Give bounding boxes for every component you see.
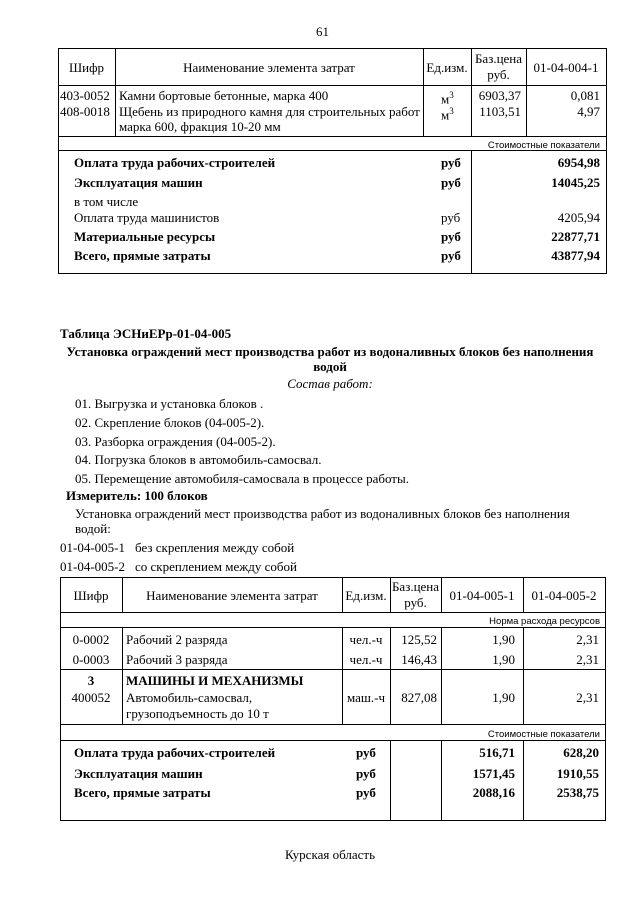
table-row-unit: чел.-ч xyxy=(349,632,383,647)
cost-label: Всего, прямые затраты xyxy=(74,248,211,263)
section-title-2: водой xyxy=(313,359,347,374)
variant-code: 01-04-005-1 xyxy=(60,540,125,555)
cost-value: 14045,25 xyxy=(551,175,600,190)
header-column: 01-04-004-1 xyxy=(533,60,599,75)
header-price-1: Баз.цена xyxy=(391,579,440,594)
table-row-value: 0,081 xyxy=(570,88,600,103)
header-name: Наименование элемента затрат xyxy=(146,588,318,603)
table-row-name: Рабочий 2 разряда xyxy=(126,632,228,647)
page-number: 61 xyxy=(316,24,329,39)
table-row-name: МАШИНЫ И МЕХАНИЗМЫ xyxy=(126,673,304,688)
table-row-price: 1103,51 xyxy=(479,104,521,119)
cost-v1: 1571,45 xyxy=(472,766,515,781)
work-item: 01. Выгрузка и установка блоков . xyxy=(75,396,264,411)
table-row-unit: $м^3$ xyxy=(441,90,454,107)
cost-unit: руб xyxy=(441,155,461,170)
cost-label: в том числе xyxy=(74,194,139,209)
cost-header: Стоимостные показатели xyxy=(487,140,600,151)
table-row-code: 400052 xyxy=(71,690,111,705)
table-row-price: 6903,37 xyxy=(478,88,521,103)
work-item: 03. Разборка ограждения (04-005-2). xyxy=(75,434,276,449)
header-price-1: Баз.цена xyxy=(474,51,523,66)
cost-label: Оплата труда рабочих-строителей xyxy=(74,745,276,760)
table-row-code: 3 xyxy=(87,673,95,688)
table-row-name: Камни бортовые бетонные, марка 400 xyxy=(119,88,329,103)
cost-value: 6954,98 xyxy=(557,155,600,170)
cost-v1: 516,71 xyxy=(479,745,515,760)
table-row-unit: маш.-ч xyxy=(346,690,386,705)
table-row-code: 0-0002 xyxy=(72,632,110,647)
table-row-code: 403-0052 xyxy=(60,88,110,103)
table-row-code: 408-0018 xyxy=(60,104,110,119)
table-row-unit: $м^3$ xyxy=(441,106,454,123)
table-label: Таблица ЭСНиЕРр-01-04-005 xyxy=(60,326,232,341)
cost-label: Эксплуатация машин xyxy=(74,175,203,190)
variant-code: 01-04-005-2 xyxy=(60,559,125,574)
cost-unit: руб xyxy=(441,210,461,225)
header-unit: Ед.изм. xyxy=(426,60,468,75)
cost-unit: руб xyxy=(356,745,376,760)
header-price-2: руб. xyxy=(404,595,427,610)
table-row-price: 827,08 xyxy=(401,690,437,705)
section-title: Установка ограждений мест производства работ из водоналивных блоков без наполнения xyxy=(66,344,594,359)
table-row-name: Рабочий 3 разряда xyxy=(126,652,228,667)
cost-header: Стоимостные показатели xyxy=(487,729,600,740)
cost-unit: руб xyxy=(356,766,376,781)
header-col2: 01-04-005-2 xyxy=(531,588,597,603)
table-row-unit: чел.-ч xyxy=(349,652,383,667)
table-row-v2: 2,31 xyxy=(576,632,599,647)
cost-label: Эксплуатация машин xyxy=(74,766,203,781)
cost-v2: 1910,55 xyxy=(556,766,599,781)
description: Установка ограждений мест производства работ из водоналивных блоков без наполнения xyxy=(75,506,570,521)
cost-v1: 2088,16 xyxy=(472,785,515,800)
cost-value: 4205,94 xyxy=(557,210,600,225)
table-row-value: 4,97 xyxy=(577,104,600,119)
cost-v2: 628,20 xyxy=(563,745,599,760)
variant-text: без скрепления между собой xyxy=(135,540,295,555)
header-price-2: руб. xyxy=(487,67,510,82)
cost-label: Всего, прямые затраты xyxy=(74,785,211,800)
header-unit: Ед.изм. xyxy=(345,588,387,603)
table-row-v2: 2,31 xyxy=(576,690,599,705)
table-row-price: 125,52 xyxy=(401,632,437,647)
cost-label: Оплата труда рабочих-строителей xyxy=(74,155,276,170)
footer-region: Курская область xyxy=(284,847,375,862)
header-name: Наименование элемента затрат xyxy=(183,60,355,75)
work-header: Состав работ: xyxy=(287,376,373,391)
cost-unit: руб xyxy=(441,175,461,190)
header-code: Шифр xyxy=(69,60,104,75)
table-row-price: 146,43 xyxy=(401,652,437,667)
table-row-name-2: марка 600, фракция 10-20 мм xyxy=(119,119,281,134)
table-row-v1: 1,90 xyxy=(492,652,515,667)
table-row-name: Щебень из природного камня для строительных работ xyxy=(119,104,420,119)
cost-unit: руб xyxy=(441,248,461,263)
table-row-name-2: грузоподъемность до 10 т xyxy=(126,706,269,721)
cost-label: Оплата труда машинистов xyxy=(74,210,220,225)
cost-label: Материальные ресурсы xyxy=(74,229,216,244)
cost-unit: руб xyxy=(441,229,461,244)
header-col1: 01-04-005-1 xyxy=(449,588,515,603)
cost-value: 22877,71 xyxy=(551,229,600,244)
description-2: водой: xyxy=(75,521,111,536)
table-row-code: 0-0003 xyxy=(72,652,110,667)
variant-text: со скреплением между собой xyxy=(135,559,297,574)
table-row-v2: 2,31 xyxy=(576,652,599,667)
cost-v2: 2538,75 xyxy=(556,785,599,800)
table-row-v1: 1,90 xyxy=(492,632,515,647)
cost-value: 43877,94 xyxy=(551,248,600,263)
work-item: 05. Перемещение автомобиля-самосвала в процессе работы. xyxy=(75,471,409,486)
work-item: 04. Погрузка блоков в автомобиль-самосвал. xyxy=(75,452,322,467)
header-code: Шифр xyxy=(73,588,109,603)
table-row-v1: 1,90 xyxy=(492,690,515,705)
table-row-name: Автомобиль-самосвал, xyxy=(126,690,253,705)
meter: Измеритель: 100 блоков xyxy=(66,488,208,503)
cost-unit: руб xyxy=(356,785,376,800)
work-item: 02. Скрепление блоков (04-005-2). xyxy=(75,415,265,430)
norm-header: Норма расхода ресурсов xyxy=(489,616,600,627)
